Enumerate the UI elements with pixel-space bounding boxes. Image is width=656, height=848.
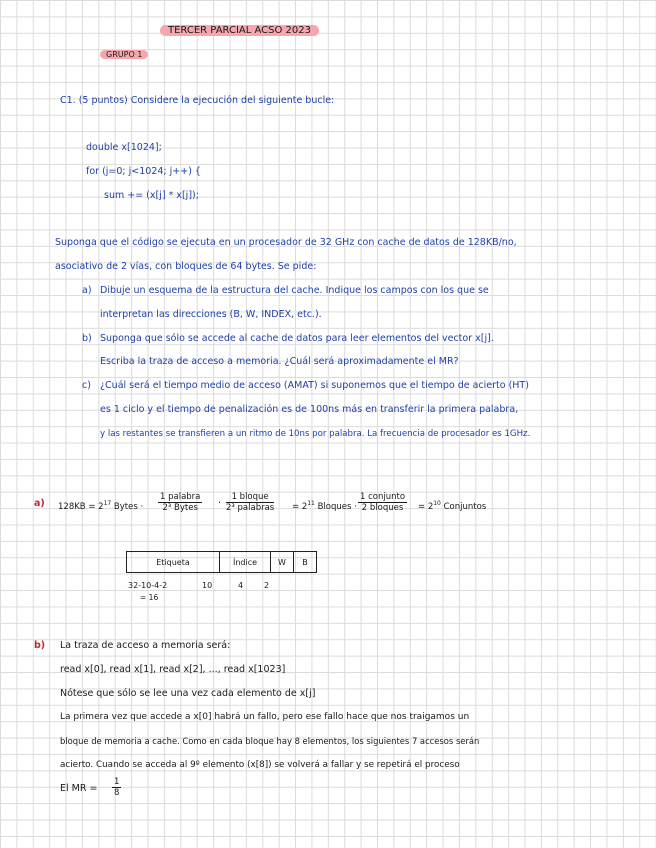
answer-a-equation-mid	[292, 498, 357, 513]
mr-denominator: 8	[114, 788, 120, 798]
part-c-line-1: ¿Cuál será el tiempo medio de acceso (AMAT) si suponemos que el tiempo de acierto (HT)	[100, 380, 529, 391]
part-a-line-2: interpretan las direcciones (B, W, INDEX, etc.).	[100, 309, 322, 320]
answer-b-line-3: Nótese que sólo se lee una vez cada elemento de x[j]	[60, 688, 316, 699]
title-text: TERCER PARCIAL ACSO 2023	[160, 25, 319, 36]
address-fields-table	[126, 551, 317, 573]
part-a-line-1: Dibuje un esquema de la estructura del cache. Indique los campos con los que se	[100, 285, 489, 296]
eq-start-text: 128KB = 2	[58, 501, 104, 512]
value-b: 2	[264, 581, 270, 590]
eq-exp-2: 11	[307, 500, 315, 507]
answer-a-equation-end	[418, 498, 486, 513]
fraction-3-numerator: 1 conjunto	[360, 492, 406, 502]
answer-a-equation-start	[58, 498, 143, 513]
answer-b-line-4: La primera vez que accede a x[0] habrá un fallo, pero ese fallo hace que nos traigamos un	[60, 712, 470, 722]
page-title	[160, 25, 319, 37]
header-w: W	[271, 552, 294, 573]
eq-exp-3: 10	[433, 500, 441, 507]
answer-b-line-5: bloque de memoria a cache. Como en cada bloque hay 8 elementos, los siguientes 7 accesos serán	[60, 736, 480, 746]
fraction-3-denominator: 2 bloques	[361, 503, 404, 513]
answer-b-line-1: La traza de acceso a memoria será:	[60, 640, 231, 651]
fraction-2-denominator: 2³ palabras	[226, 503, 275, 513]
fraction-bloque-palabras	[226, 492, 274, 513]
eq-exp-1: 17	[103, 500, 112, 507]
answer-b-line-2: read x[0], read x[1], read x[2], ..., read x[1023]	[60, 664, 286, 675]
mr-numerator: 1	[114, 777, 120, 787]
part-c-line-3: y las restantes se transfieren a un ritmo de 10ns por palabra. La frecuencia de procesador es 1GHz.	[100, 429, 531, 439]
fraction-palabra-bytes	[158, 492, 202, 513]
statement-line-1: Suponga que el código se ejecuta en un procesador de 32 GHz con cache de datos de 128KB/no,	[55, 237, 517, 248]
part-c-letter: c)	[82, 380, 91, 391]
fraction-conjunto-bloques	[358, 492, 407, 513]
code-line-3: sum += (x[j] * x[j]);	[104, 190, 199, 201]
part-b-line-1: Suponga que sólo se accede al cache de datos para leer elementos del vector x[j].	[100, 333, 494, 344]
etiqueta-result: = 16	[140, 593, 159, 602]
value-etiqueta: 32-10-4-2	[128, 581, 168, 590]
mr-fraction	[112, 777, 121, 798]
code-line-2: for (j=0; j<1024; j++) {	[86, 166, 201, 177]
eq-conjuntos-text: Conjuntos	[443, 501, 487, 512]
group-text: GRUPO 1	[100, 50, 148, 59]
eq-equals-3: = 2	[418, 501, 434, 512]
fraction-2-numerator: 1 bloque	[226, 492, 274, 503]
header-indice: Índice	[220, 552, 271, 573]
header-b: B	[294, 552, 317, 573]
part-b-letter: b)	[82, 333, 92, 344]
fraction-1-numerator: 1 palabra	[160, 492, 201, 502]
times-sign: ·	[218, 498, 222, 509]
group-label	[100, 49, 148, 61]
part-c-line-2: es 1 ciclo y el tiempo de penalización es de 100ns más en transferir la primera palabra,	[100, 404, 519, 415]
question-intro: C1. (5 puntos) Considere la ejecución del siguiente bucle:	[60, 95, 335, 106]
answer-b-line-6: acierto. Cuando se acceda al 9º elemento (x[8]) se volverá a fallar y se repetirá el proceso	[60, 760, 460, 770]
eq-equals-2: = 2	[292, 501, 308, 512]
answer-b-label: b)	[34, 640, 46, 651]
table-header-row	[127, 552, 317, 573]
code-line-1: double x[1024];	[86, 142, 162, 153]
part-b-line-2: Escriba la traza de acceso a memoria. ¿Cuál será aproximadamente el MR?	[100, 356, 459, 367]
value-indice: 10	[202, 581, 213, 590]
answer-a-label: a)	[34, 498, 45, 509]
fraction-1-denominator: 2³ Bytes	[162, 503, 198, 513]
mr-label: El MR =	[60, 783, 98, 794]
eq-bloques-text: Bloques ·	[317, 501, 357, 512]
part-a-letter: a)	[82, 285, 92, 296]
statement-line-2: asociativo de 2 vías, con bloques de 64 bytes. Se pide:	[55, 261, 317, 272]
header-etiqueta: Etiqueta	[127, 552, 220, 573]
value-w: 4	[238, 581, 244, 590]
eq-bytes-text: Bytes ·	[113, 501, 144, 512]
